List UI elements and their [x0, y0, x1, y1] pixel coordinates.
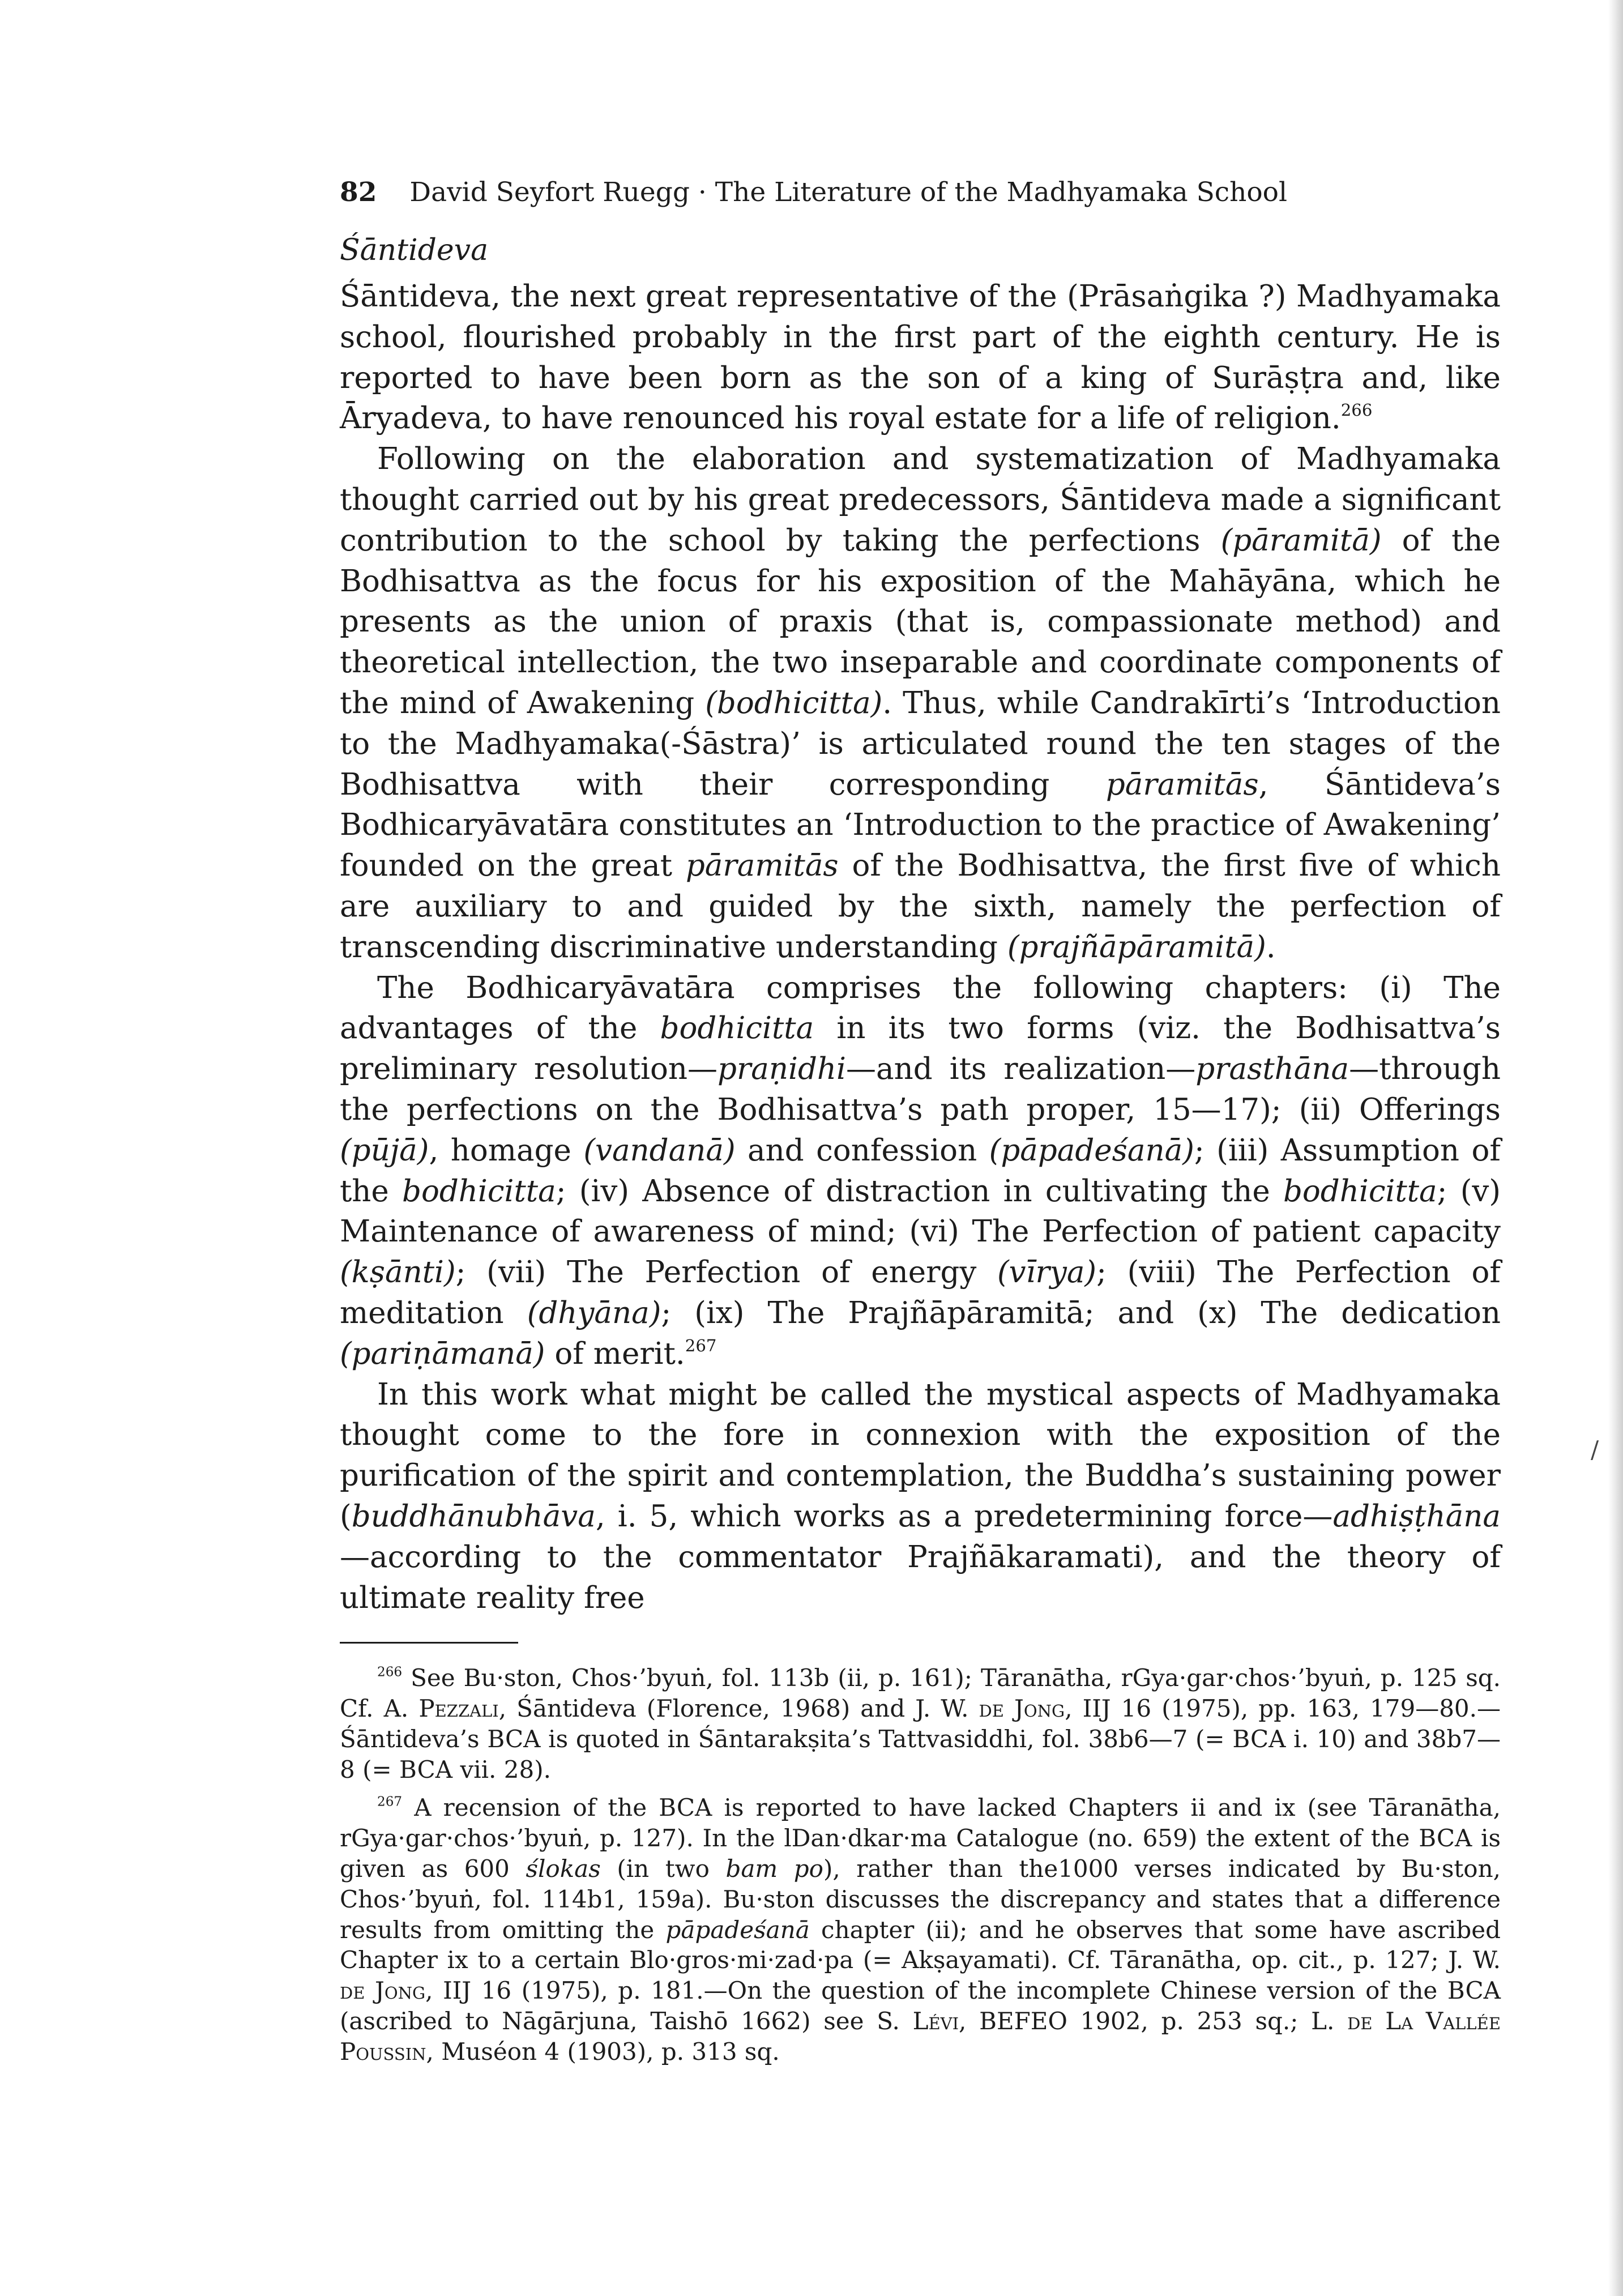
footnote-ref-267: 267	[685, 1335, 717, 1355]
text-run: —according to the commentator Prajñākaramati), and the theory of ultimate reality free	[340, 1539, 1501, 1615]
text-run: chapter (ii); and he observes that some have ascribed Chapter ix to a certain Blo·gros·mi·zad·pa (= Akṣayamati). Cf. Tāranātha, op. cit., p. 127; J. W.	[340, 1915, 1501, 1974]
italic-term: (pūjā)	[340, 1133, 429, 1168]
text-run: —through the perfections on the Bodhisattva’s path proper, 15—17); (ii) Offerings	[340, 1052, 1501, 1127]
text-run: . Thus, while Candrakīrti’s ‘Introduction to the Madhyamaka(-Śāstra)’ is articulated round the ten stages of the Bodhisattva with their corresponding	[340, 685, 1501, 802]
text-run: of the Bodhisattva as the focus for his exposition of the Mahāyāna, which he presents as the union of praxis (that is, compassionate method) and theoretical intellection, the two inseparable and coordinate components of the mind of Awakening	[340, 523, 1501, 720]
text-run: and confession	[735, 1133, 989, 1168]
text-run: in its two forms (viz. the Bodhisattva’s preliminary resolution—	[340, 1011, 1501, 1087]
author-name: de La Vallée Poussin	[340, 2007, 1501, 2065]
book-page	[340, 170, 1501, 2075]
section-heading: Śāntideva	[340, 233, 489, 267]
text-run: The Bodhicaryāvatāra comprises the following chapters: (i) The advantages of the	[340, 970, 1501, 1046]
text-run: , homage	[429, 1133, 584, 1168]
text-run: .	[1266, 929, 1276, 965]
text-run: of the Bodhisattva, the first five of which are auxiliary to and guided by the sixth, namely the perfection of transcending discriminative understanding	[340, 848, 1501, 965]
italic-term: (pāpadeśanā)	[989, 1133, 1194, 1168]
italic-term: bodhicitta	[660, 1011, 814, 1046]
text-run: , BEFEO 1902, p. 253 sq.; L.	[959, 2007, 1348, 2035]
paragraph-3	[340, 968, 1501, 1375]
italic-term: (kṣānti)	[340, 1255, 456, 1290]
italic-term: (prajñāpāramitā)	[1007, 929, 1266, 965]
italic-term: pāpadeśanā	[665, 1915, 810, 1944]
footnote-divider	[340, 1642, 518, 1644]
italic-term: pāramitās	[1105, 767, 1259, 802]
margin-pencil-mark: /	[1591, 1436, 1599, 1463]
text-run: , IIJ 16 (1975), p. 181.—On the question of the incomplete Chinese version of the BCA (ascribed to Nāgārjuna, Taishō 1662) see S.	[340, 1977, 1501, 2035]
author-name: Lévi	[912, 2007, 959, 2035]
paragraph-4	[340, 1375, 1501, 1619]
italic-term: (vīrya)	[997, 1255, 1097, 1290]
running-head	[340, 170, 1501, 215]
italic-term: bam po	[725, 1855, 823, 1883]
text-run: —and its realization—	[846, 1052, 1196, 1087]
text-run: , Muséon 4 (1903), p. 313 sq.	[426, 2037, 780, 2065]
text-run: ), rather than the1000 verses indicated by Bu·ston, Chos·’byuṅ, fol. 114b1, 159a). Bu·ston discusses the discrepancy and states that a difference results from omitting the	[340, 1855, 1501, 1944]
text-run: , Śāntideva’s Bodhicaryāvatāra constitutes an ‘Introduction to the practice of Awakening’ founded on the great	[340, 767, 1501, 884]
paragraph-2	[340, 439, 1501, 967]
text-run: , i. 5, which works as a predetermining force—	[595, 1499, 1333, 1534]
italic-term: praṇidhi	[717, 1052, 846, 1087]
author-name: de Jong	[979, 1695, 1065, 1723]
page-number: 82	[340, 177, 377, 208]
text-run: ; (iii) Assumption of the	[340, 1133, 1501, 1209]
text-run: See Bu·ston, Chos·’byuṅ, fol. 113b (ii, p. 161); Tāranātha, rGya·gar·chos·’byuṅ, p. 125 sq. Cf. A.	[340, 1664, 1501, 1723]
author-name: de Jong	[340, 1977, 426, 2005]
italic-term: pāramitās	[685, 848, 839, 884]
italic-term: (pariṇāmanā)	[340, 1336, 545, 1371]
italic-term: bodhicitta	[402, 1173, 556, 1209]
text-run: ; (viii) The Perfection of meditation	[340, 1255, 1501, 1330]
author-name: Pezzali	[418, 1695, 499, 1723]
text-run: Following on the elaboration and systematization of Madhyamaka thought carried out by his great predecessors, Śāntideva made a significant contribution to the school by taking the perfections	[340, 442, 1501, 558]
running-title: David Seyfort Ruegg · The Literature of the Madhyamaka School	[409, 177, 1287, 208]
text-run: In this work what might be called the mystical aspects of Madhyamaka thought come to the fore in connexion with the exposition of the purification of the spirit and contemplation, the Buddha’s sustaining power (	[340, 1377, 1501, 1534]
italic-term: (pāramitā)	[1220, 523, 1382, 558]
text-run: ; (iv) Absence of distraction in cultivating the	[556, 1173, 1283, 1209]
text-run: , Śāntideva (Florence, 1968) and J. W.	[498, 1695, 979, 1723]
italic-term: (dhyāna)	[527, 1295, 661, 1330]
footnote-266	[340, 1663, 1501, 1785]
italic-term: bodhicitta	[1283, 1173, 1437, 1209]
scan-page-edge	[1608, 0, 1623, 2296]
text-run: ; (ix) The Prajñāpāramitā; and (x) The dedication	[661, 1295, 1501, 1330]
italic-term: buddhānubhāva	[351, 1499, 596, 1534]
italic-term: prasthāna	[1195, 1052, 1349, 1087]
text-run: A recension of the BCA is reported to have lacked Chapters ii and ix (see Tāranātha, rGya·gar·chos·’byuṅ, p. 127). In the lDan·dkar·ma Catalogue (no. 659) the extent of the BCA is given as 600	[340, 1794, 1501, 1883]
footnote-number: 267	[377, 1795, 403, 1810]
footnotes	[340, 1663, 1501, 2067]
text-run: of merit.	[545, 1336, 685, 1371]
text-run: (in two	[600, 1855, 726, 1883]
paragraph-1	[340, 276, 1501, 439]
italic-term: adhiṣṭhāna	[1332, 1499, 1501, 1534]
footnote-number: 266	[377, 1665, 403, 1680]
text-run: Śāntideva, the next great representative of the (Prāsaṅgika ?) Madhyamaka school, flourished probably in the first part of the eighth century. He is reported to have been born as the son of a king of Surāṣṭra and, like Āryadeva, to have renounced his royal estate for a life of religion.	[340, 279, 1501, 436]
text-run: ; (v) Maintenance of awareness of mind; (vi) The Perfection of patient capacity	[340, 1173, 1501, 1249]
italic-term: (vandanā)	[583, 1133, 736, 1168]
footnote-ref-266: 266	[1340, 400, 1373, 420]
text-run: , IIJ 16 (1975), pp. 163, 179—80.—Śāntideva’s BCA is quoted in Śāntarakṣita’s Tattvasiddhi, fol. 38b6—7 (= BCA i. 10) and 38b7—8 (= BCA vii. 28).	[340, 1695, 1501, 1783]
text-run: ; (vii) The Perfection of energy	[455, 1255, 997, 1290]
italic-term: (bodhicitta)	[705, 685, 883, 720]
body-text	[340, 276, 1501, 1618]
footnote-267	[340, 1793, 1501, 2067]
italic-term: ślokas	[526, 1855, 601, 1883]
